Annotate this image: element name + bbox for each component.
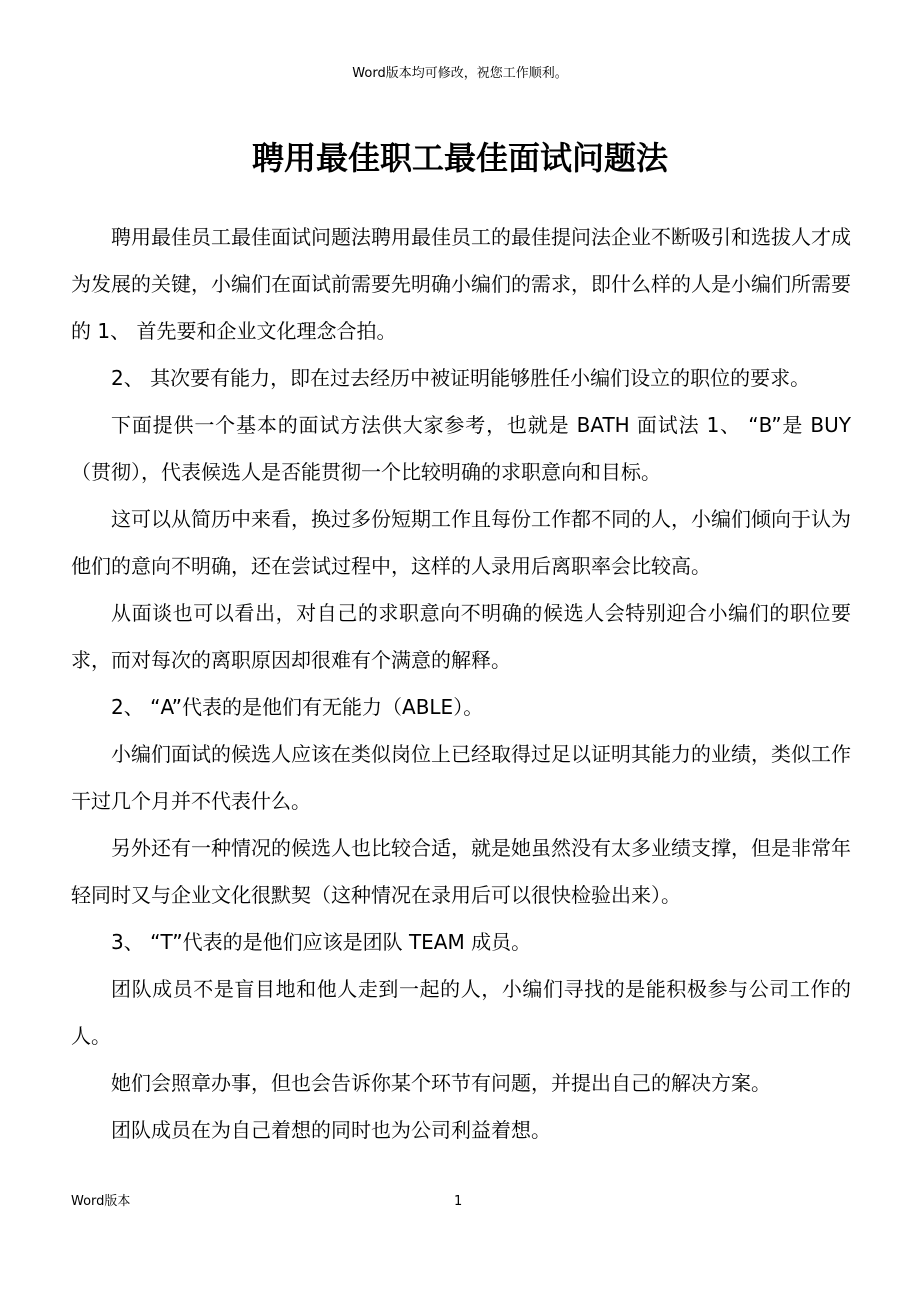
document-title: 聘用最佳职工最佳面试问题法 <box>251 139 668 177</box>
paragraph: 下面提供一个基本的面试方法供大家参考，也就是 BATH 面试法 1、 “B”是 BUY（贯彻），代表候选人是否能贯彻一个比较明确的求职意向和目标。 <box>71 413 851 484</box>
paragraph: 这可以从简历中来看，换过多份短期工作且每份工作都不同的人，小编们倾向于认为他们的意向不明确，还在尝试过程中，这样的人录用后离职率会比较高。 <box>71 507 851 578</box>
paragraph: 2、 其次要有能力，即在过去经历中被证明能够胜任小编们设立的职位的要求。 <box>111 366 811 390</box>
paragraph: 聘用最佳员工最佳面试问题法聘用最佳员工的最佳提问法企业不断吸引和选拔人才成为发展的关键，小编们在面试前需要先明确小编们的需求，即什么样的人是小编们所需要的 1、 首先要和企业文化理念合拍。 <box>71 225 851 343</box>
page-header: Word版本均可修改，祝您工作顺利。 <box>352 66 568 81</box>
page-footer-label: Word版本 <box>71 1194 131 1209</box>
paragraph: 2、 “A”代表的是他们有无能力（ABLE）。 <box>111 695 484 719</box>
paragraph: 另外还有一种情况的候选人也比较合适，就是她虽然没有太多业绩支撑，但是非常年轻同时又与企业文化很默契（这种情况在录用后可以很快检验出来）。 <box>71 836 851 907</box>
paragraph: 她们会照章办事，但也会告诉你某个环节有问题，并提出自己的解决方案。 <box>111 1071 771 1095</box>
document-body <box>71 214 851 1154</box>
paragraph: 3、 “T”代表的是他们应该是团队 TEAM 成员。 <box>111 930 532 954</box>
paragraph: 从面谈也可以看出，对自己的求职意向不明确的候选人会特别迎合小编们的职位要求，而对每次的离职原因却很难有个满意的解释。 <box>71 601 851 672</box>
paragraph: 小编们面试的候选人应该在类似岗位上已经取得过足以证明其能力的业绩，类似工作干过几个月并不代表什么。 <box>71 742 851 813</box>
paragraph: 团队成员不是盲目地和他人走到一起的人，小编们寻找的是能积极参与公司工作的人。 <box>71 977 851 1048</box>
paragraph: 团队成员在为自己着想的同时也为公司利益着想。 <box>111 1118 551 1142</box>
page-number: 1 <box>454 1194 463 1209</box>
